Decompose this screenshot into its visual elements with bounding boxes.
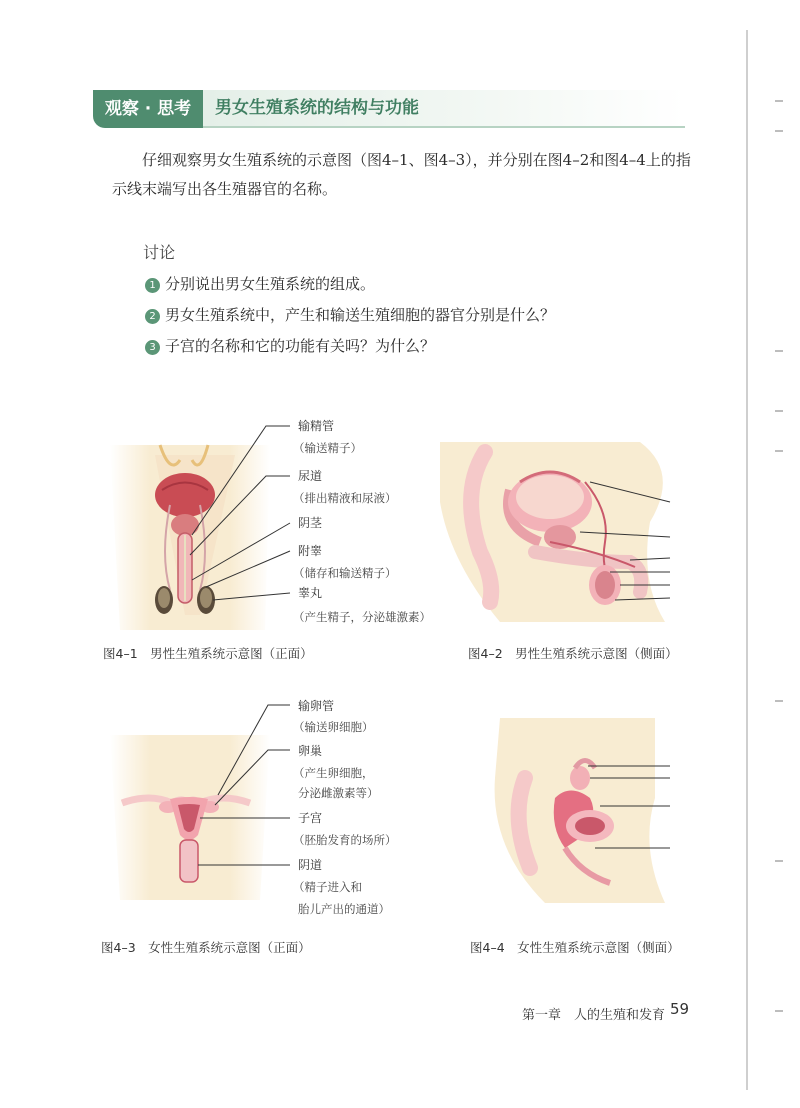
discussion-title: 讨论 bbox=[143, 243, 176, 262]
discussion-questions bbox=[145, 269, 555, 362]
intro-paragraph: 仔细观察男女生殖系统的示意图（图4–1、图4–3），并分别在图4–2和图4–4上的指示线末端写出各生殖器官的名称。 bbox=[112, 151, 691, 198]
footer-chapter: 第一章 人的生殖和发育 bbox=[522, 1008, 666, 1023]
fig3-desc-ovary-2: 分泌雌激素等） bbox=[298, 786, 379, 800]
female-side-illustration bbox=[470, 718, 680, 903]
question-number: 1 bbox=[145, 278, 160, 293]
fig3-desc-oviduct: （输送卵细胞） bbox=[293, 720, 374, 734]
page-edge-line bbox=[746, 30, 748, 1090]
fig1-caption: 图4–1 男性生殖系统示意图（正面） bbox=[103, 646, 313, 661]
fig1-desc-vas-deferens: （输送精子） bbox=[293, 441, 362, 455]
fig4-caption: 图4–4 女性生殖系统示意图（侧面） bbox=[470, 940, 680, 955]
male-side-illustration bbox=[440, 442, 680, 622]
male-front-illustration bbox=[100, 415, 323, 630]
fig3-caption: 图4–3 女性生殖系统示意图（正面） bbox=[101, 940, 311, 955]
fig1-desc-epididymis: （储存和输送精子） bbox=[293, 566, 397, 580]
fig1-desc-urethra: （排出精液和尿液） bbox=[293, 491, 397, 505]
fig3-label-uterus: 子宫 bbox=[298, 811, 323, 825]
fig3-desc-vagina: （精子进入和 bbox=[293, 880, 362, 894]
question-item bbox=[145, 331, 555, 362]
fig1-label-urethra: 尿道 bbox=[298, 469, 323, 483]
fig1-label-testis: 睾丸 bbox=[298, 586, 323, 600]
page-number: 59 bbox=[670, 1000, 690, 1018]
fig3-desc-uterus: （胚胎发育的场所） bbox=[293, 833, 397, 847]
question-item bbox=[145, 269, 555, 300]
fig3-desc-ovary: （产生卵细胞， bbox=[293, 766, 374, 780]
fig3-label-oviduct: 输卵管 bbox=[298, 699, 335, 713]
fig3-label-ovary: 卵巢 bbox=[298, 744, 323, 758]
question-number: 3 bbox=[145, 340, 160, 355]
header-label: 观察 · 思考 bbox=[93, 90, 203, 128]
question-item bbox=[145, 300, 555, 331]
fig1-label-epididymis: 附睾 bbox=[298, 544, 323, 558]
fig3-desc-vagina-2: 胎儿产出的通道） bbox=[298, 902, 390, 916]
section-header bbox=[93, 90, 685, 128]
fig2-caption: 图4–2 男性生殖系统示意图（侧面） bbox=[468, 646, 678, 661]
question-text: 子宫的名称和它的功能有关吗？为什么？ bbox=[165, 337, 436, 355]
fig3-label-vagina: 阴道 bbox=[298, 858, 323, 872]
fig1-label-vas-deferens: 输精管 bbox=[298, 419, 335, 433]
fig1-label-penis: 阴茎 bbox=[298, 516, 323, 530]
fig1-desc-testis: （产生精子，分泌雄激素） bbox=[293, 610, 431, 624]
question-text: 男女生殖系统中，产生和输送生殖细胞的器官分别是什么？ bbox=[165, 306, 556, 324]
female-front-illustration bbox=[100, 695, 323, 900]
header-title: 男女生殖系统的结构与功能 bbox=[203, 90, 685, 128]
question-number: 2 bbox=[145, 309, 160, 324]
question-text: 分别说出男女生殖系统的组成。 bbox=[165, 275, 376, 293]
